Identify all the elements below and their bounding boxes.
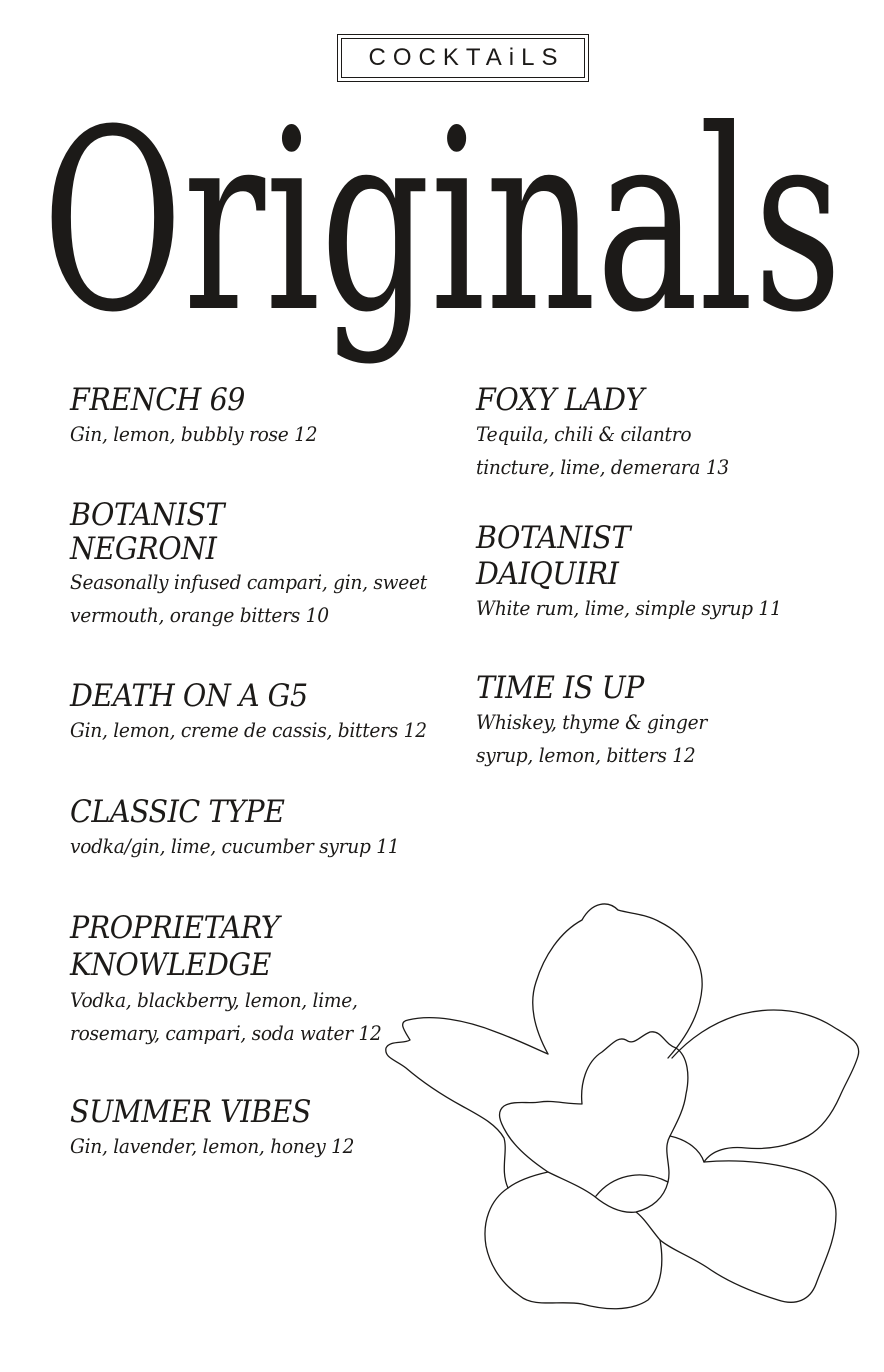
item-description: Tequila, chili & cilantro tincture, lime, demerara 13 [476,422,729,479]
item-name: CLASSIC TYPE [70,794,285,830]
page-title-text: Originals [42,76,842,367]
menu-item-french-69 [70,382,336,451]
item-name: PROPRIETARY KNOWLEDGE [70,910,280,983]
item-description: Gin, lavender, lemon, honey 12 [70,1134,355,1158]
flower-line-art-icon [380,896,870,1316]
menu-item-proprietary-knowledge [70,910,405,1050]
item-name: FRENCH 69 [70,382,245,418]
item-name: BOTANIST DAIQUIRI [476,520,631,592]
item-name: BOTANIST NEGRONI [70,497,225,567]
menu-item-summer-vibes [70,1094,376,1163]
item-name: SUMMER VIBES [70,1094,311,1130]
item-description: Gin, lemon, bubbly rose 12 [70,422,318,446]
item-name: TIME IS UP [476,670,644,706]
page-title [0,58,884,398]
item-description: Gin, lemon, creme de cassis, bitters 12 [70,718,427,742]
badge-label: COCKTAiLS [368,44,565,71]
item-name: DEATH ON A G5 [70,678,308,714]
menu-item-botanist-negroni [70,498,454,632]
item-description: White rum, lime, simple syrup 11 [476,596,782,620]
item-description: Vodka, blackberry, lemon, lime, rosemary, campari, soda water 12 [70,988,382,1045]
item-name: FOXY LADY [476,382,644,418]
item-description: vodka/gin, lime, cucumber syrup 11 [70,834,400,858]
menu-item-time-is-up [476,670,724,772]
menu-item-death-on-a-g5 [70,678,454,747]
item-description: Seasonally infused campari, gin, sweet vermouth, orange bitters 10 [70,570,427,627]
menu-item-botanist-daiquiri [476,520,805,625]
menu-item-foxy-lady [476,382,748,484]
item-description: Whiskey, thyme & ginger syrup, lemon, bitters 12 [476,710,707,767]
menu-item-classic-type [70,794,424,863]
